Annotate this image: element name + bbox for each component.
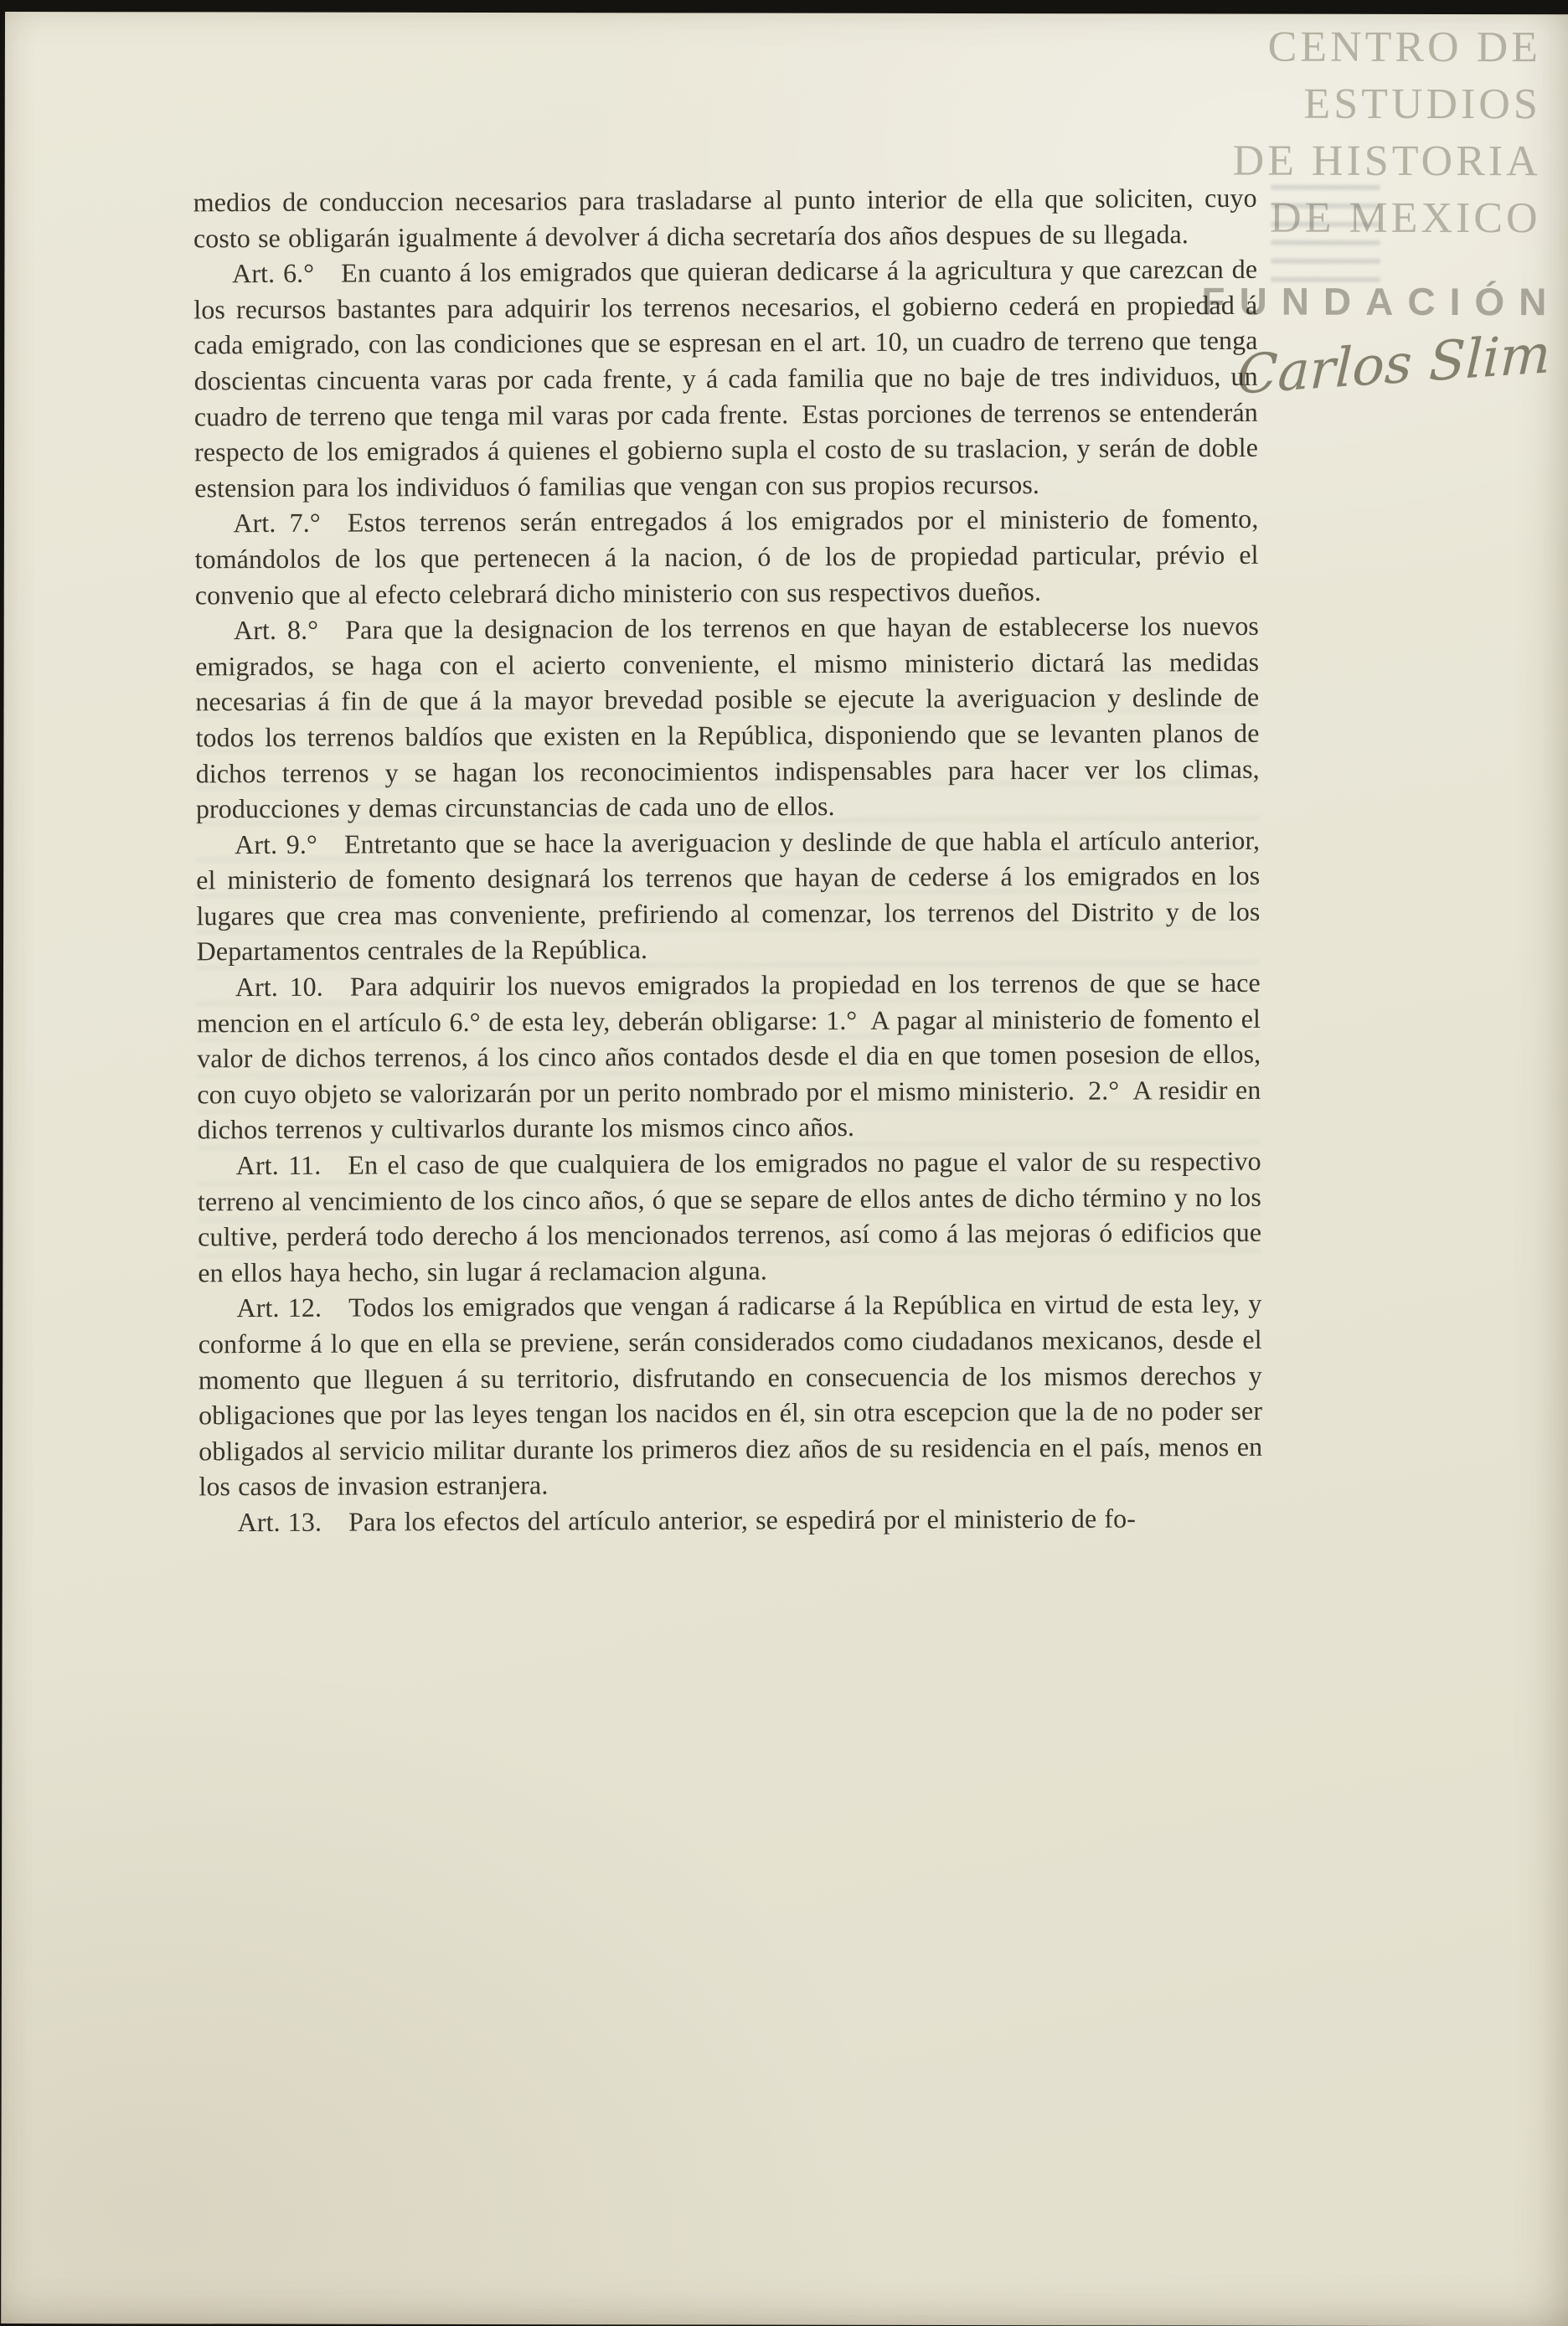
paragraph-art-10: Art. 10. Para adquirir los nuevos emigrados la propiedad en los terrenos de que se hace mencion en el artículo 6.° de esta ley, deberán obligarse: 1.° A pagar al ministerio de fomento el valor de dichos terrenos, á los cinco años contados desde el dia en que tomen posesion de ellos, con cuyo objeto se valorizarán por un perito nombrado por el mismo ministerio. 2.° A residir en dichos terrenos y cultivarlos durante los mismos cinco años.	[196, 967, 1261, 1145]
signature-carlos-slim: Carlos Slim	[1235, 322, 1552, 407]
faint-stamp	[1271, 178, 1380, 289]
watermark-line: CENTRO DE	[1267, 23, 1541, 72]
watermark-line: DE HISTORIA	[1232, 137, 1541, 186]
paragraph-art-11: Art. 11. En el caso de que cualquiera de los emigrados no pague el valor de su respectivo terreno al vencimiento de los cinco años, ó que se separe de ellos antes de dicho término y no los cultive, perderá todo derecho á los mencionados terrenos, así como á las mejoras ó edificios que en ellos haya hecho, sin lugar á reclamacion alguna.	[197, 1145, 1262, 1288]
paragraph-continuation: medios de conduccion necesarios para trasladarse al punto interior de ella que soliciten, cuyo costo se obligarán igualmente á devolver á dicha secretaría dos años despues de su llegada.	[193, 182, 1257, 253]
document-text	[193, 180, 1263, 1540]
paragraph-art-13: Art. 13. Para los efectos del artículo anterior, se espedirá por el ministerio de fo-	[237, 1503, 1136, 1538]
paragraph-art-8: Art. 8.° Para que la designacion de los terrenos en que hayan de establecerse los nuevos emigrados, se haga con el acierto conveniente, el mismo ministerio dictará las medidas necesarias á fin de que á la mayor brevedad posible se ejecute la averiguacion y deslinde de todos los terrenos baldíos que existen en la República, disponiendo que se levanten planos de dichos terrenos y se hagan los reconocimientos indispensables para hacer ver los climas, producciones y demas circunstancias de cada uno de ellos.	[195, 610, 1260, 824]
foundation-watermark: FUNDACIÓN	[1201, 279, 1561, 324]
paper-sheet	[1, 12, 1568, 2326]
paragraph-art-12: Art. 12. Todos los emigrados que vengan á radicarse á la República en virtud de esta ley, y conforme á lo que en ella se previene, serán considerados como ciudadanos mexicanos, desde el momento que lleguen á su territorio, disfrutando en consecuencia de los mismos derechos y obligaciones que por las leyes tengan los nacidos en él, sin otra escepcion que la de no poder ser obligados al servicio militar durante los primeros diez años de su residencia en el país, menos en los casos de invasion estranjera.	[198, 1288, 1263, 1502]
paragraph-art-6: Art. 6.° En cuanto á los emigrados que quieran dedicarse á la agricultura y que carezcan de los recursos bastantes para adquirir los terrenos necesarios, el gobierno cederá en propiedad á cada emigrado, con las condiciones que se espresan en el art. 10, un cuadro de terreno que tenga doscientas cincuenta varas por cada frente, y á cada familia que no baje de tres individuos, un cuadro de terreno que tenga mil varas por cada frente. Estas porciones de terrenos se entenderán respecto de los emigrados á quienes el gobierno supla el costo de su traslacion, y serán de doble estension para los individuos ó familias que vengan con sus propios recursos.	[193, 254, 1259, 503]
watermark-line: DE MEXICO	[1270, 193, 1541, 243]
paragraph-art-9: Art. 9.° Entretanto que se hace la averiguacion y deslinde de que habla el artículo anterior, el ministerio de fomento designará los terrenos que hayan de cederse á los emigrados en los lugares que crea mas conveniente, prefiriendo al comenzar, los terrenos del Distrito y de los Departamentos centrales de la República.	[196, 824, 1261, 967]
paragraph-art-7: Art. 7.° Estos terrenos serán entregados á los emigrados por el ministerio de fomento, tomándolos de los que pertenecen á la nacion, ó de los de propiedad particular, prévio el convenio que al efecto celebrará dicho ministerio con sus respectivos dueños.	[194, 503, 1259, 610]
watermark-line: ESTUDIOS	[1303, 80, 1541, 129]
